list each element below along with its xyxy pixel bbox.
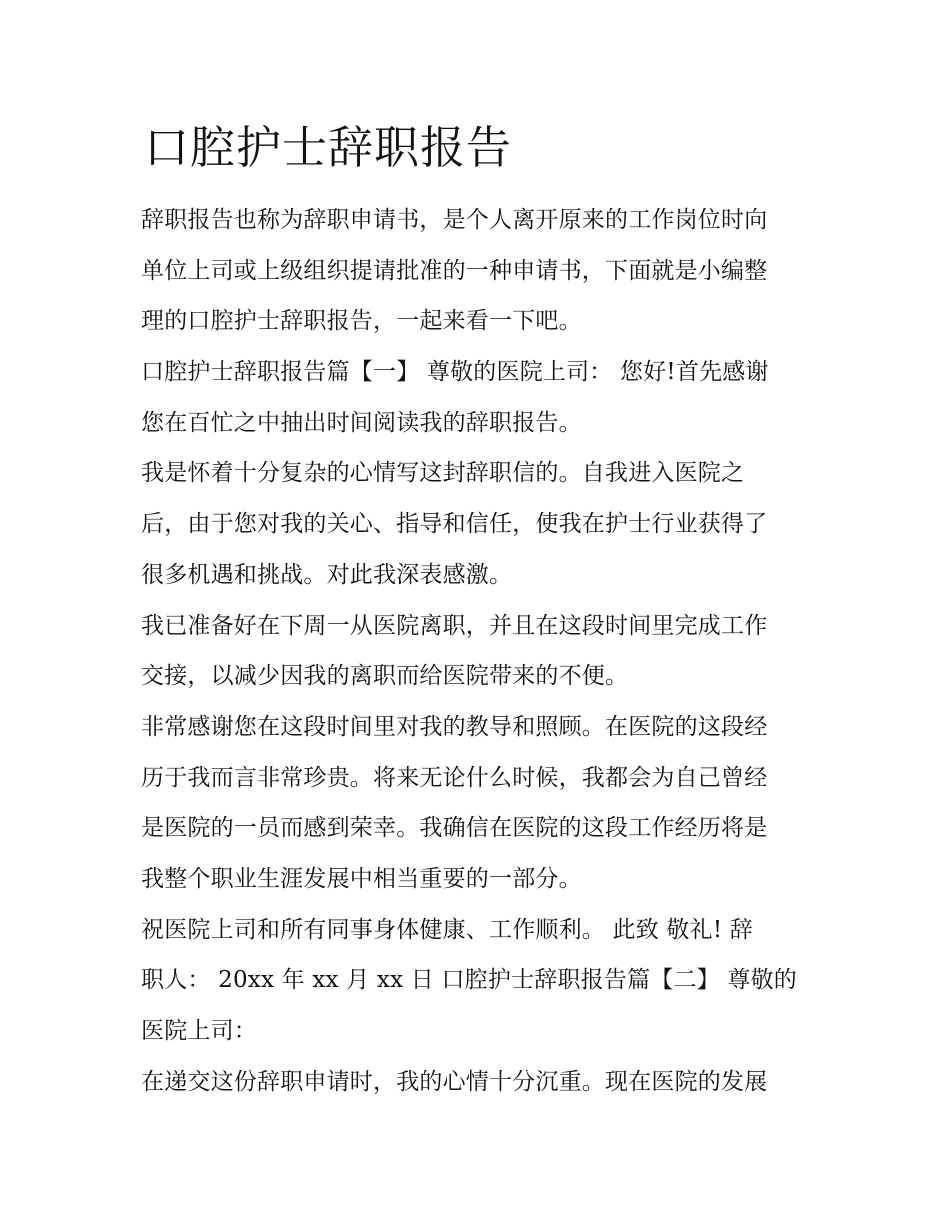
text-line: 祝医院上司和所有同事身体健康、工作顺利。 此致 敬礼! 辞	[141, 916, 753, 943]
text-line: 我整个职业生涯发展中相当重要的一部分。	[141, 865, 582, 892]
text-line: 非常感谢您在这段时间里对我的教导和照顾。在医院的这段经	[141, 713, 768, 740]
text-line: 历于我而言非常珍贵。将来无论什么时候，我都会为自己曾经	[141, 764, 768, 791]
text-line: 我已准备好在下周一从医院离职，并且在这段时间里完成工作	[141, 612, 768, 639]
text-line: 单位上司或上级组织提请批准的一种申请书，下面就是小编整	[141, 257, 768, 284]
text-line: 很多机遇和挑战。对此我深表感激。	[141, 561, 513, 588]
text-line: 职人： 20xx 年 xx 月 xx 日 口腔护士辞职报告篇【二】 尊敬的	[141, 967, 797, 994]
text-line: 后，由于您对我的关心、指导和信任，使我在护士行业获得了	[141, 511, 768, 538]
text-line: 口腔护士辞职报告篇【一】 尊敬的医院上司： 您好!首先感谢	[141, 359, 769, 386]
text-line: 在递交这份辞职申请时，我的心情十分沉重。现在医院的发展	[141, 1068, 768, 1095]
text-line: 辞职报告也称为辞职申请书，是个人离开原来的工作岗位时向	[141, 207, 768, 233]
document-body	[141, 195, 821, 1107]
text-line: 您在百忙之中抽出时间阅读我的辞职报告。	[141, 409, 582, 436]
text-line: 理的口腔护士辞职报告，一起来看一下吧。	[141, 308, 582, 335]
text-line: 医院上司：	[141, 1018, 257, 1044]
document-title: 口腔护士辞职报告	[144, 121, 513, 174]
text-line: 交接，以减少因我的离职而给医院带来的不便。	[141, 663, 629, 690]
text-line: 我是怀着十分复杂的心情写这封辞职信的。自我进入医院之	[141, 460, 745, 487]
text-line: 是医院的一员而感到荣幸。我确信在医院的这段工作经历将是	[141, 815, 768, 842]
